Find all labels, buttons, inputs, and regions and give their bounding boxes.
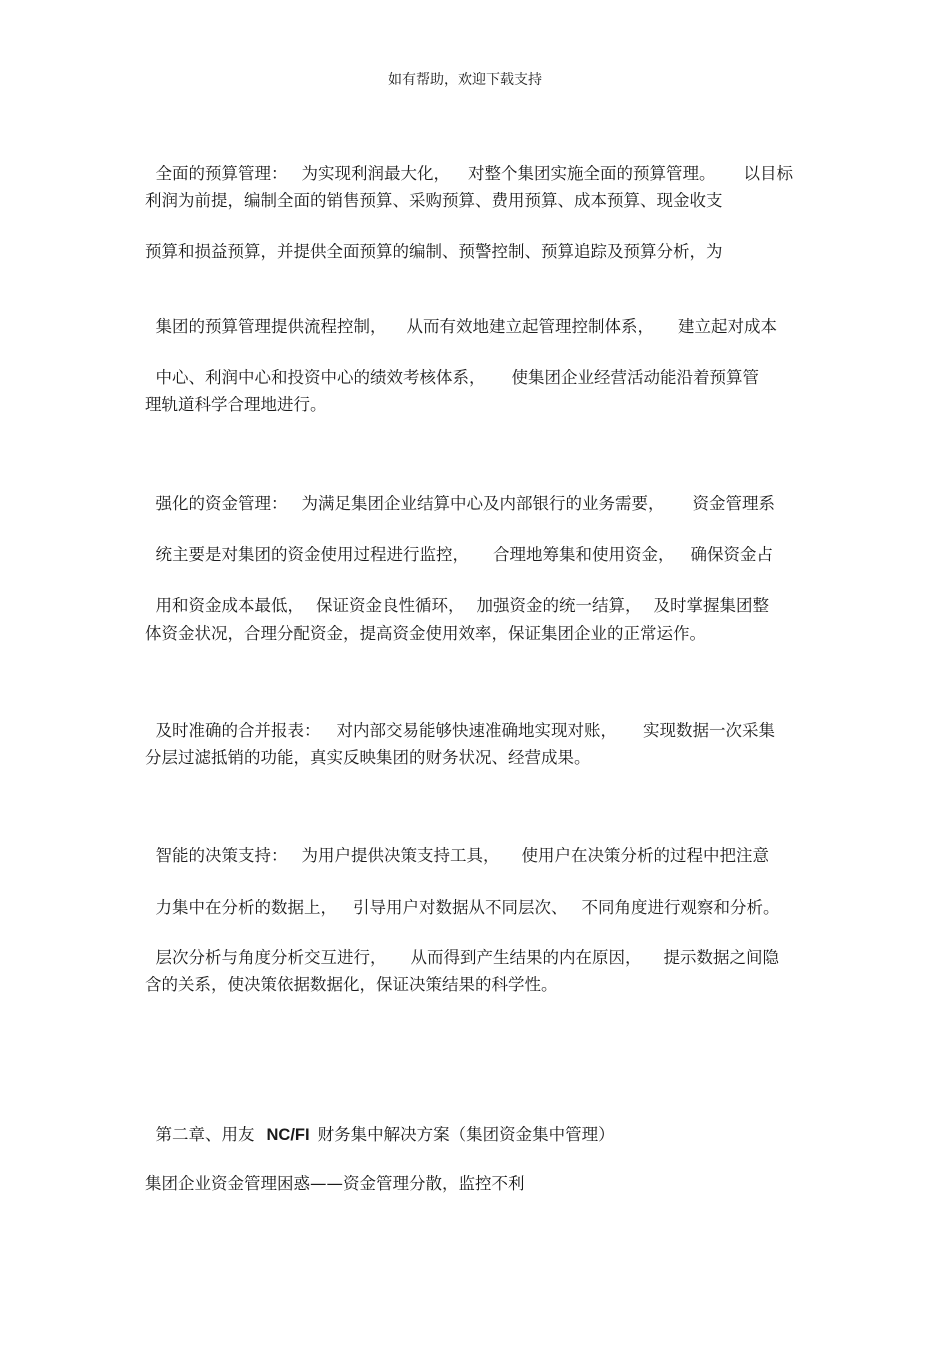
budget-line-4-part-1: 集团的预算管理提供流程控制， (155, 317, 387, 336)
subheading: 集团企业资金管理困惑——资金管理分散，监控不利 (145, 1174, 525, 1193)
budget-line-5-part-1: 中心、利润中心和投资中心的绩效考核体系， (155, 368, 486, 387)
chapter-heading (145, 1099, 615, 1147)
reports-line-1 (145, 695, 775, 743)
decision-line-3-part-1: 层次分析与角度分析交互进行， (155, 948, 387, 967)
budget-line-1-part-3: 对整个集团实施全面的预算管理。 (468, 164, 716, 183)
funds-line-2 (145, 519, 773, 567)
decision-line-3-part-2: 从而得到产生结果的内在原因， (410, 948, 642, 967)
chapter-heading-product: NC/FI (266, 1126, 310, 1144)
reports-line-1-part-1: 及时准确的合并报表： (155, 721, 321, 740)
reports-line-2: 分层过滤抵销的功能，真实反映集团的财务状况、经营成果。 (145, 748, 591, 767)
decision-line-1 (145, 820, 769, 868)
budget-line-5 (145, 342, 759, 390)
decision-line-3-part-3: 提示数据之间隐 (663, 948, 779, 967)
decision-line-1-part-3: 使用户在决策分析的过程中把注意 (521, 846, 769, 865)
funds-line-3-part-3: 加强资金的统一结算， (476, 596, 642, 615)
budget-line-6: 理轨道科学合理地进行。 (145, 395, 327, 414)
funds-line-3-part-1: 用和资金成本最低， (155, 596, 304, 615)
funds-line-1-part-3: 资金管理系 (692, 494, 775, 513)
decision-line-2 (145, 872, 780, 920)
budget-line-4-part-3: 建立起对成本 (678, 317, 777, 336)
funds-line-2-part-3: 确保资金占 (690, 545, 773, 564)
funds-line-1-part-2: 为满足集团企业结算中心及内部银行的业务需要， (301, 494, 665, 513)
reports-line-1-part-2: 对内部交易能够快速准确地实现对账， (336, 721, 617, 740)
budget-line-1-part-1: 全面的预算管理： (155, 164, 288, 183)
decision-line-4: 含的关系，使决策依据数据化，保证决策结果的科学性。 (145, 975, 558, 994)
budget-line-3: 预算和损益预算，并提供全面预算的编制、预警控制、预算追踪及预算分析，为 (145, 242, 723, 261)
budget-line-1-part-4: 以目标 (743, 164, 793, 183)
budget-line-1-part-2: 为实现利润最大化， (301, 164, 450, 183)
funds-line-2-part-1: 统主要是对集团的资金使用过程进行监控， (155, 545, 469, 564)
decision-line-3 (145, 922, 779, 970)
decision-line-1-part-1: 智能的决策支持： (155, 846, 288, 865)
decision-line-1-part-2: 为用户提供决策支持工具， (301, 846, 500, 865)
funds-line-1 (145, 468, 775, 516)
reports-line-1-part-3: 实现数据一次采集 (643, 721, 775, 740)
budget-line-4-part-2: 从而有效地建立起管理控制体系， (406, 317, 654, 336)
budget-line-5-part-2: 使集团企业经营活动能沿着预算管 (511, 368, 759, 387)
page-header: 如有帮助，欢迎下载支持 (388, 72, 542, 88)
funds-line-3-part-4: 及时掌握集团整 (653, 596, 769, 615)
funds-line-3-part-2: 保证资金良性循环， (316, 596, 465, 615)
chapter-heading-prefix: 第二章、用友 (155, 1125, 255, 1144)
funds-line-3 (145, 570, 769, 618)
funds-line-1-part-1: 强化的资金管理： (155, 494, 288, 513)
funds-line-2-part-2: 合理地筹集和使用资金， (493, 545, 675, 564)
decision-line-2-part-3: 不同角度进行观察和分析。 (581, 898, 780, 917)
chapter-heading-suffix: 财务集中解决方案（集团资金集中管理） (317, 1125, 615, 1144)
budget-line-1 (145, 138, 793, 186)
decision-line-2-part-2: 引导用户对数据从不同层次、 (353, 898, 568, 917)
funds-line-4: 体资金状况，合理分配资金，提高资金使用效率，保证集团企业的正常运作。 (145, 624, 706, 643)
budget-line-2: 利润为前提，编制全面的销售预算、采购预算、费用预算、成本预算、现金收支 (145, 191, 723, 210)
decision-line-2-part-1: 力集中在分析的数据上， (155, 898, 337, 917)
budget-line-4 (145, 291, 777, 339)
